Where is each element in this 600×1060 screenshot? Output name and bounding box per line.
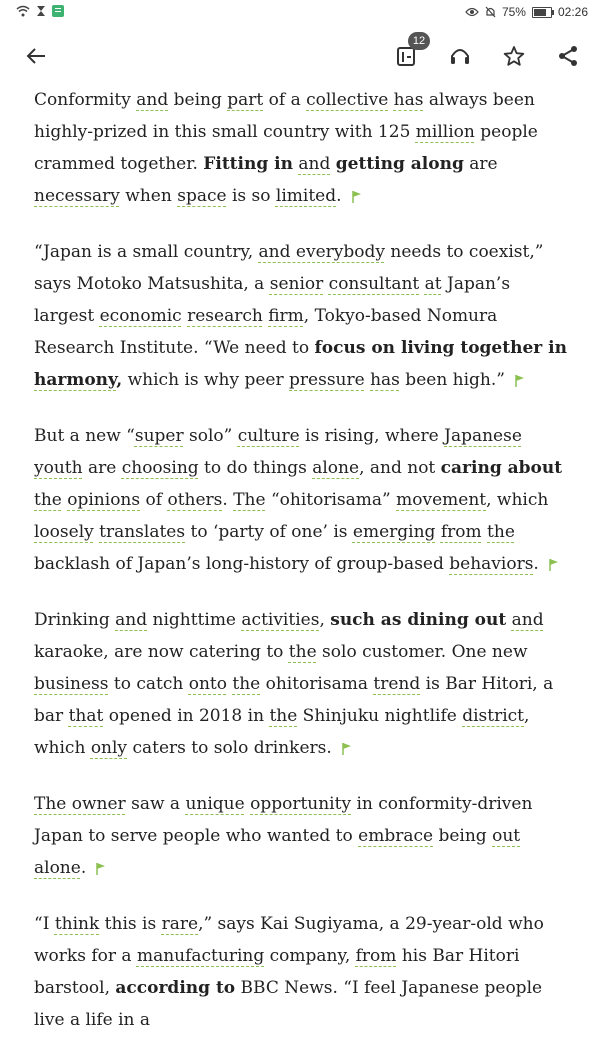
vocab-word[interactable]: and (136, 90, 169, 110)
vocab-word[interactable]: the (288, 642, 317, 662)
text-run: to catch (108, 674, 189, 694)
vocab-word[interactable]: firm (268, 306, 304, 326)
text-run: , which (486, 490, 549, 510)
text-run: to ‘party of one’ is (185, 522, 353, 542)
paragraph-flag-icon[interactable] (515, 375, 525, 387)
vocab-word[interactable]: think (54, 914, 100, 934)
reader-app-icon (52, 5, 64, 17)
vocab-word[interactable]: the (269, 706, 298, 726)
vocab-word[interactable]: economic (99, 306, 182, 326)
text-run: ohitorisama (260, 674, 374, 694)
article-paragraph (34, 84, 574, 212)
text-run: are (463, 154, 498, 174)
vocab-word[interactable]: The owner (34, 794, 126, 814)
status-right-info (465, 4, 588, 20)
status-bar (0, 0, 600, 26)
vocab-word[interactable]: collective (306, 90, 389, 110)
vocab-word[interactable]: only (90, 738, 128, 758)
vocab-word[interactable]: from (440, 522, 482, 542)
text-run: opened in 2018 in (103, 706, 270, 726)
battery-percent: 75% (501, 5, 526, 19)
article-paragraph (34, 788, 574, 884)
text-run: . (222, 490, 234, 510)
vocab-word[interactable]: alone (34, 858, 81, 878)
article-paragraph (34, 420, 574, 580)
key-phrase: according to (115, 978, 236, 998)
headphones-icon[interactable] (446, 42, 474, 70)
paragraph-flag-icon[interactable] (352, 191, 362, 203)
paragraph-flag-icon[interactable] (549, 559, 559, 571)
key-phrase: getting along (335, 154, 464, 174)
vocab-word[interactable]: and (298, 154, 331, 174)
vocab-word[interactable]: youth (34, 458, 83, 478)
vocab-word[interactable]: alone (312, 458, 360, 478)
text-run: karaoke, are now catering to (34, 642, 289, 662)
vocab-word[interactable]: choosing (121, 458, 199, 478)
text-run: of a (263, 90, 307, 110)
article-paragraph (34, 236, 574, 396)
text-run: people crammed together. (34, 122, 538, 174)
text-run: solo customer. One new (316, 642, 528, 662)
share-icon[interactable] (554, 42, 582, 70)
vocab-word[interactable]: unique (185, 794, 245, 814)
vocab-word[interactable]: The (233, 490, 266, 510)
text-run: But a new “ (34, 426, 135, 446)
vocab-word[interactable]: business (34, 674, 109, 694)
vocab-word[interactable]: necessary (34, 186, 120, 206)
vocab-word[interactable]: million (415, 122, 475, 142)
vocab-word[interactable]: from (355, 946, 397, 966)
vocab-word[interactable]: limited (275, 186, 337, 206)
text-run: of (140, 490, 168, 510)
text-run: solo” (183, 426, 238, 446)
article-paragraph (34, 908, 574, 1036)
clock-time: 02:26 (557, 5, 588, 19)
vocab-word[interactable]: embrace (358, 826, 434, 846)
text-run: Shinjuku nightlife (297, 706, 463, 726)
text-run: been high.” (399, 370, 505, 390)
wifi-icon (16, 5, 30, 17)
back-arrow-icon[interactable] (22, 42, 50, 70)
vocab-word[interactable]: opinions (67, 490, 141, 510)
text-run: is so (226, 186, 276, 206)
paragraph-flag-icon[interactable] (96, 863, 106, 875)
text-run: BBC News. “I feel Japanese people live a life in a (34, 978, 543, 1030)
vocab-word[interactable]: translates (99, 522, 186, 542)
star-icon[interactable] (500, 42, 528, 70)
battery-icon (532, 7, 552, 18)
text-run: “Japan is a small country, (34, 242, 259, 262)
key-phrase: caring about (440, 458, 563, 478)
vocab-word[interactable]: consultant (328, 274, 420, 294)
vocab-word[interactable]: that (68, 706, 104, 726)
vocab-word[interactable]: others (167, 490, 223, 510)
top-toolbar (0, 26, 600, 86)
text-run: his Bar Hitori barstool, (34, 946, 520, 998)
text-run: when (119, 186, 178, 206)
text-run: are (82, 458, 122, 478)
wordbook-button[interactable] (392, 35, 426, 70)
status-left-icons (16, 5, 64, 17)
vocab-word[interactable]: rare (161, 914, 199, 934)
article-paragraph (34, 604, 574, 764)
key-phrase: such as dining out (330, 610, 507, 630)
vocab-word[interactable]: Japanese (444, 426, 522, 446)
text-run: nighttime (147, 610, 242, 630)
paragraph-flag-icon[interactable] (342, 743, 352, 755)
vocab-word[interactable]: and everybody (258, 242, 385, 262)
text-run: is Bar Hitori, a bar (34, 674, 554, 726)
vocab-word[interactable]: culture (237, 426, 300, 446)
key-phrase: , (116, 370, 123, 390)
vocab-word[interactable]: has (393, 90, 424, 110)
text-run: company, (264, 946, 356, 966)
vocab-word[interactable]: emerging (352, 522, 436, 542)
text-run: , (319, 610, 331, 630)
text-run: always been highly-prized in this small country with 125 (34, 90, 535, 142)
hourglass-icon (36, 5, 46, 17)
text-run: Conformity (34, 90, 131, 110)
text-run: caters to solo drinkers. (127, 738, 332, 758)
text-run: which is why peer (122, 370, 290, 390)
article-body (34, 84, 574, 1060)
vocab-word[interactable]: the (34, 490, 62, 510)
vocab-word[interactable]: manufacturing (136, 946, 265, 966)
text-run: , Tokyo-based Nomura Research Institute. “We need to (34, 306, 498, 358)
text-run: saw a (125, 794, 186, 814)
text-run: “I (34, 914, 55, 934)
vocab-word[interactable]: opportunity (250, 794, 352, 814)
vocab-word[interactable]: onto (188, 674, 227, 694)
vocab-word[interactable]: pressure (289, 370, 365, 390)
text-run: Drinking (34, 610, 116, 630)
vocab-word[interactable]: space (177, 186, 227, 206)
text-run: backlash of Japan’s long-history of group-based (34, 554, 450, 574)
text-run: being (433, 826, 493, 846)
vocab-word[interactable]: senior (269, 274, 324, 294)
text-run: ,” says Kai Sugiyama, a 29-year-old who works for a (34, 914, 544, 966)
text-run: . (336, 186, 342, 206)
vocab-word[interactable]: super (134, 426, 184, 446)
vocab-word[interactable]: research (187, 306, 263, 326)
key-phrase: Fitting in (203, 154, 293, 174)
text-run: . (533, 554, 539, 574)
vocab-word[interactable]: out (492, 826, 521, 846)
text-run: in conformity-driven Japan to serve people who wanted to (34, 794, 533, 846)
vocab-word[interactable]: the (487, 522, 515, 542)
text-run: being (168, 90, 228, 110)
vocab-word[interactable]: behaviors (449, 554, 534, 574)
vocab-word[interactable]: and (511, 610, 544, 630)
vocab-word[interactable]: the (232, 674, 261, 694)
vocab-word[interactable]: has (370, 370, 400, 390)
vocab-word[interactable]: movement (396, 490, 487, 510)
text-run: this is (99, 914, 162, 934)
key-phrase: focus on living together in (314, 338, 567, 358)
vocab-word[interactable]: at (424, 274, 442, 294)
vocab-word[interactable]: activities (241, 610, 320, 630)
vocab-word[interactable]: harmony (34, 370, 117, 390)
text-run: Japan’s largest (34, 274, 511, 326)
vocab-word[interactable]: and (115, 610, 148, 630)
text-run: is rising, where (299, 426, 445, 446)
text-run: “ohitorisama” (265, 490, 397, 510)
eye-icon (465, 7, 479, 17)
vocab-word[interactable]: district (462, 706, 525, 726)
vocab-word[interactable]: loosely (34, 522, 94, 542)
mute-bell-icon (485, 6, 496, 18)
text-run: . (80, 858, 87, 878)
text-run: needs to coexist,” says Motoko Matsushita, a (34, 242, 544, 294)
text-run: , and not (359, 458, 441, 478)
vocab-word[interactable]: trend (373, 674, 421, 694)
wordbook-count-badge: 12 (408, 32, 430, 50)
vocab-word[interactable]: part (227, 90, 264, 110)
text-run: to do things (198, 458, 313, 478)
text-run: , which (34, 706, 530, 758)
